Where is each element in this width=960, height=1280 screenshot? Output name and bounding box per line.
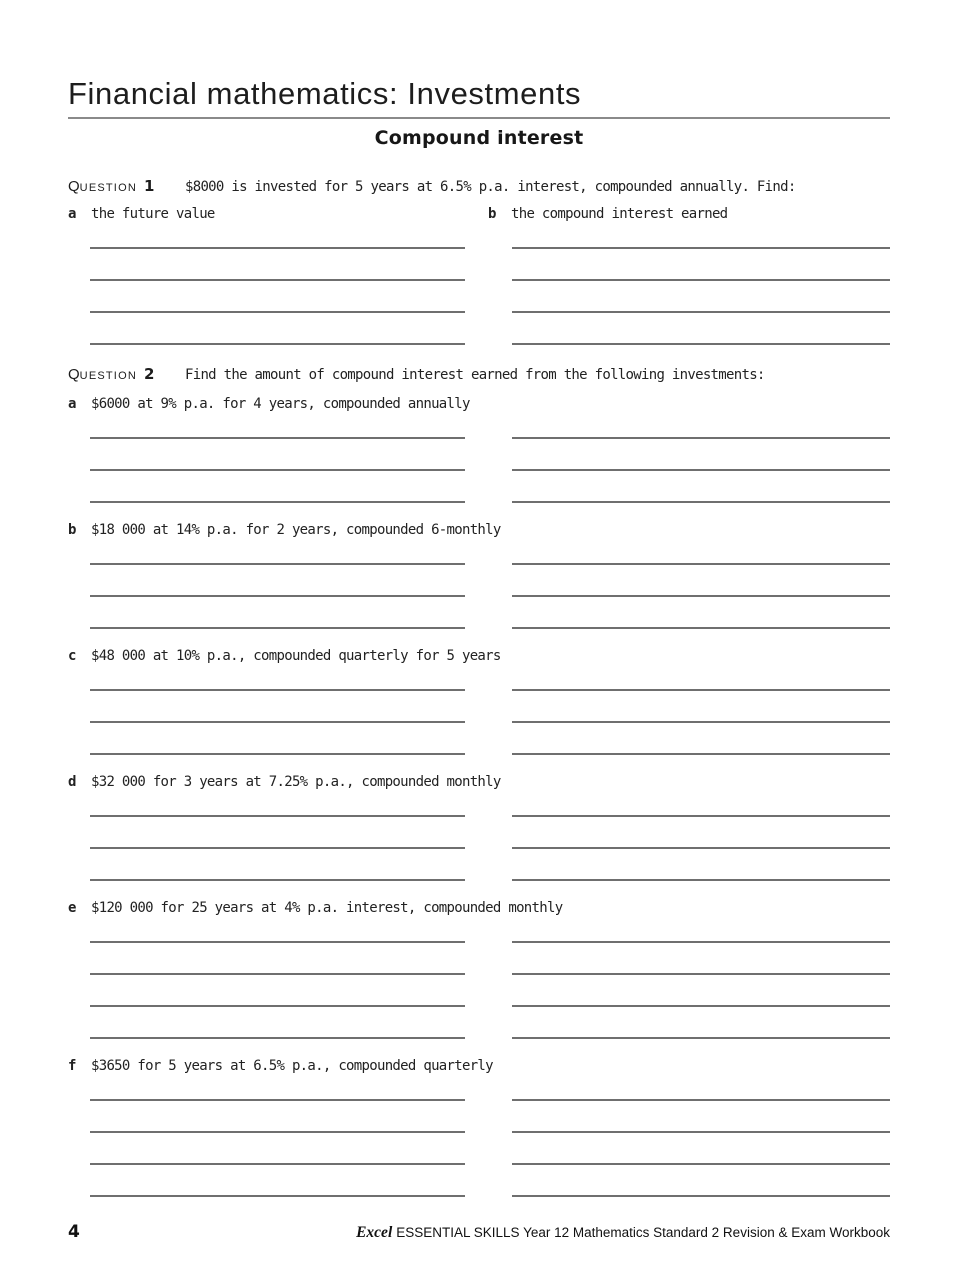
- question-word-initial: Q: [68, 366, 80, 383]
- answer-line-right: [512, 563, 890, 565]
- question-word: [68, 366, 137, 382]
- answer-line-left: [90, 279, 465, 281]
- answer-line-row: [68, 849, 890, 881]
- answer-line-right: [512, 595, 890, 597]
- part-label-c: c: [68, 648, 76, 664]
- answer-line-row: [68, 439, 890, 471]
- answer-line-row: [68, 539, 890, 565]
- answer-line-row: [68, 723, 890, 755]
- answer-line-left: [90, 941, 465, 943]
- answer-line-right: [512, 941, 890, 943]
- part-text-f: $3650 for 5 years at 6.5% p.a., compounded quarterly: [91, 1058, 493, 1074]
- part-row-a: [68, 395, 890, 413]
- answer-line-right: [512, 469, 890, 471]
- question-2-part-c: [68, 647, 890, 755]
- footer-text: ESSENTIAL SKILLS Year 12 Mathematics Standard 2 Revision & Exam Workbook: [396, 1225, 890, 1240]
- answer-line-right: [512, 1099, 890, 1101]
- answer-line-row: [68, 597, 890, 629]
- question-1: [68, 176, 890, 345]
- question-word-rest: UESTION: [79, 182, 137, 194]
- part-label-e: e: [68, 900, 76, 916]
- answer-line-left: [90, 1131, 465, 1133]
- answer-line-row: [68, 665, 890, 691]
- answer-line-left: [90, 1099, 465, 1101]
- footer-brand: Excel: [356, 1224, 393, 1241]
- answer-line-row: [68, 281, 890, 313]
- answer-line-right: [512, 753, 890, 755]
- answer-line-right: [512, 279, 890, 281]
- question-2-part-d: [68, 773, 890, 881]
- answer-line-left: [90, 343, 465, 345]
- part-a-cell: [68, 205, 488, 223]
- part-row-e: [68, 899, 890, 917]
- answer-line-right: [512, 311, 890, 313]
- part-text-e: $120 000 for 25 years at 4% p.a. interest, compounded monthly: [91, 900, 563, 916]
- question-word: [68, 178, 137, 194]
- part-text-a: the future value: [91, 206, 215, 222]
- question-label: [68, 364, 185, 386]
- footer-book-title: [356, 1224, 890, 1242]
- answer-line-right: [512, 501, 890, 503]
- question-number: 2: [143, 365, 155, 383]
- answer-line-left: [90, 815, 465, 817]
- answer-line-left: [90, 1195, 465, 1197]
- part-row-c: [68, 647, 890, 665]
- answer-line-row: [68, 691, 890, 723]
- question-number: 1: [143, 177, 155, 195]
- answer-line-right: [512, 1163, 890, 1165]
- part-text-d: $32 000 for 3 years at 7.25% p.a., compounded monthly: [91, 774, 501, 790]
- part-row-f: [68, 1057, 890, 1075]
- answer-line-right: [512, 1195, 890, 1197]
- section-subtitle: Compound interest: [374, 127, 584, 149]
- part-label-b: b: [488, 206, 496, 222]
- page-footer: [68, 1222, 890, 1242]
- part-text-b: the compound interest earned: [511, 206, 728, 222]
- answer-line-row: [68, 249, 890, 281]
- answer-line-row: [68, 1101, 890, 1133]
- question-2-part-e: [68, 899, 890, 1039]
- question-header: [68, 176, 890, 198]
- part-label-d: d: [68, 774, 76, 790]
- answer-line-right: [512, 1131, 890, 1133]
- answer-line-left: [90, 1005, 465, 1007]
- part-label-f: f: [68, 1058, 76, 1074]
- answer-line-left: [90, 437, 465, 439]
- answer-line-left: [90, 973, 465, 975]
- answer-line-left: [90, 595, 465, 597]
- questions-container: [68, 176, 890, 1197]
- question-text: $8000 is invested for 5 years at 6.5% p.a. interest, compounded annually. Find:: [185, 179, 796, 195]
- question-word-rest: UESTION: [79, 370, 137, 382]
- part-text-b: $18 000 at 14% p.a. for 2 years, compounded 6-monthly: [91, 522, 501, 538]
- question-header: [68, 364, 890, 386]
- answer-line-left: [90, 247, 465, 249]
- answer-line-left: [90, 689, 465, 691]
- answer-line-left: [90, 627, 465, 629]
- answer-line-right: [512, 1005, 890, 1007]
- answer-line-left: [90, 469, 465, 471]
- question-label: [68, 176, 185, 198]
- answer-line-right: [512, 1037, 890, 1039]
- question-text: Find the amount of compound interest earned from the following investments:: [185, 367, 765, 383]
- answer-line-row: [68, 1165, 890, 1197]
- question-2-part-a: [68, 395, 890, 503]
- answer-line-right: [512, 627, 890, 629]
- answer-line-row: [68, 413, 890, 439]
- answer-line-right: [512, 815, 890, 817]
- part-label-a: a: [68, 396, 76, 412]
- answer-line-left: [90, 501, 465, 503]
- answer-line-row: [68, 975, 890, 1007]
- part-row-b: [68, 521, 890, 539]
- answer-line-row: [68, 1075, 890, 1101]
- answer-line-left: [90, 311, 465, 313]
- part-text-c: $48 000 at 10% p.a., compounded quarterly for 5 years: [91, 648, 501, 664]
- title-rule: [68, 117, 890, 119]
- answer-line-left: [90, 721, 465, 723]
- question-2-part-b: [68, 521, 890, 629]
- answer-line-row: [68, 223, 890, 249]
- part-label-a: a: [68, 206, 76, 222]
- part-text-a: $6000 at 9% p.a. for 4 years, compounded annually: [91, 396, 470, 412]
- answer-line-right: [512, 847, 890, 849]
- answer-line-left: [90, 753, 465, 755]
- answer-line-right: [512, 973, 890, 975]
- answer-line-right: [512, 343, 890, 345]
- answer-line-left: [90, 879, 465, 881]
- answer-line-row: [68, 471, 890, 503]
- answer-line-left: [90, 1037, 465, 1039]
- page-title: Financial mathematics: Investments: [68, 76, 582, 111]
- answer-line-right: [512, 437, 890, 439]
- answer-line-right: [512, 721, 890, 723]
- page-number: 4: [68, 1222, 80, 1242]
- question-parts-row: [68, 205, 890, 223]
- part-b-cell: [488, 205, 727, 223]
- answer-line-left: [90, 563, 465, 565]
- part-label-b: b: [68, 522, 76, 538]
- answer-line-right: [512, 247, 890, 249]
- answer-line-row: [68, 1133, 890, 1165]
- answer-line-row: [68, 313, 890, 345]
- answer-line-row: [68, 943, 890, 975]
- answer-line-right: [512, 689, 890, 691]
- question-2: [68, 364, 890, 1197]
- question-2-part-f: [68, 1057, 890, 1197]
- answer-line-row: [68, 565, 890, 597]
- answer-line-row: [68, 1007, 890, 1039]
- answer-line-left: [90, 847, 465, 849]
- answer-line-left: [90, 1163, 465, 1165]
- question-word-initial: Q: [68, 178, 80, 195]
- answer-line-row: [68, 917, 890, 943]
- answer-line-row: [68, 791, 890, 817]
- part-row-d: [68, 773, 890, 791]
- answer-line-row: [68, 817, 890, 849]
- answer-line-right: [512, 879, 890, 881]
